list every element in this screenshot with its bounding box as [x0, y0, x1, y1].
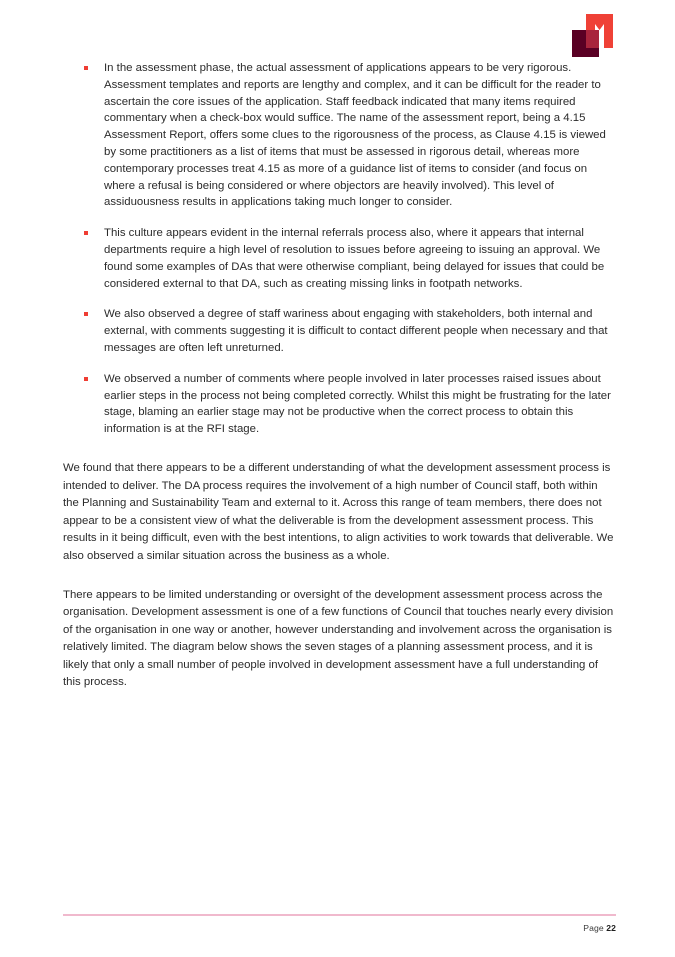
bullet-marker-icon — [84, 231, 88, 235]
list-item-text: This culture appears evident in the internal referrals process also, where it appears that internal departments require a high level of resolution to issues before agreeing to issuing an approval. We found some examples of DAs that were otherwise compliant, being delayed for issues that could be considered external to that DA, such as creating missing links in footpath networks. — [104, 227, 605, 290]
page-number-label — [63, 923, 616, 933]
bullet-marker-icon — [84, 66, 88, 70]
page-label-text: Page — [583, 923, 604, 933]
page-number-value: 22 — [606, 923, 616, 933]
list-item — [63, 225, 616, 292]
page-header — [0, 0, 675, 62]
bullet-marker-icon — [84, 312, 88, 316]
list-item-text: In the assessment phase, the actual assessment of applications appears to be very rigorous. Assessment templates and reports are lengthy and complex, and it can be difficult for the reader to ascertain the core issues of the application. Staff feedback indicated that many items required commentary when a check-box would suffice. The name of the assessment report, being a 4.15 Assessment Report, offers some clues to the rigorousness of the process, as Clause 4.15 is viewed by some practitioners as a list of items that must be assessed in rigorous detail, whereas more contemporary processes treat 4.15 as more of a guidance list of items to consider (and focus on where a refusal is being considered or where objectors are heavily involved). This level of assiduousness results in applications taking much longer to consider. — [104, 62, 606, 209]
footer-divider — [63, 914, 616, 916]
document-content — [63, 60, 616, 692]
body-paragraph: There appears to be limited understanding or oversight of the development assessment process across the organisation. Development assessment is one of a few functions of Council that touches nearly every division of the organisation in one way or another, however understanding and involvement across the organisation is relatively limited. The diagram below shows the seven stages of a planning assessment process, and it is likely that only a small number of people involved in development assessment have a full understanding of this process. — [63, 588, 614, 689]
findings-bullet-list — [63, 60, 616, 438]
bullet-marker-icon — [84, 377, 88, 381]
list-item — [63, 306, 616, 356]
page-footer — [63, 914, 616, 933]
list-item — [63, 371, 616, 438]
list-item-text: We also observed a degree of staff wariness about engaging with stakeholders, both internal and external, with comments suggesting it is difficult to contact different people when necessary and that messages are often left unreturned. — [104, 308, 608, 354]
body-paragraph: We found that there appears to be a different understanding of what the development assessment process is intended to deliver. The DA process requires the involvement of a high number of Council staff, both within the Planning and Sustainability Team and external to it. Across this range of team members, there does not appear to be a consistent view of what the deliverable is from the development assessment process. This results in it being difficult, even with the best intentions, to align activities to work towards that deliverable. We also observed a similar situation across the business as a whole. — [63, 461, 614, 562]
list-item — [63, 60, 616, 211]
company-logo-icon — [569, 13, 627, 61]
list-item-text: We observed a number of comments where people involved in later processes raised issues about earlier steps in the process not being completed correctly. Whilst this might be frustrating for the later stage, blaming an earlier stage may not be productive when the correct process to obtain this information is at the RFI stage. — [104, 372, 611, 436]
